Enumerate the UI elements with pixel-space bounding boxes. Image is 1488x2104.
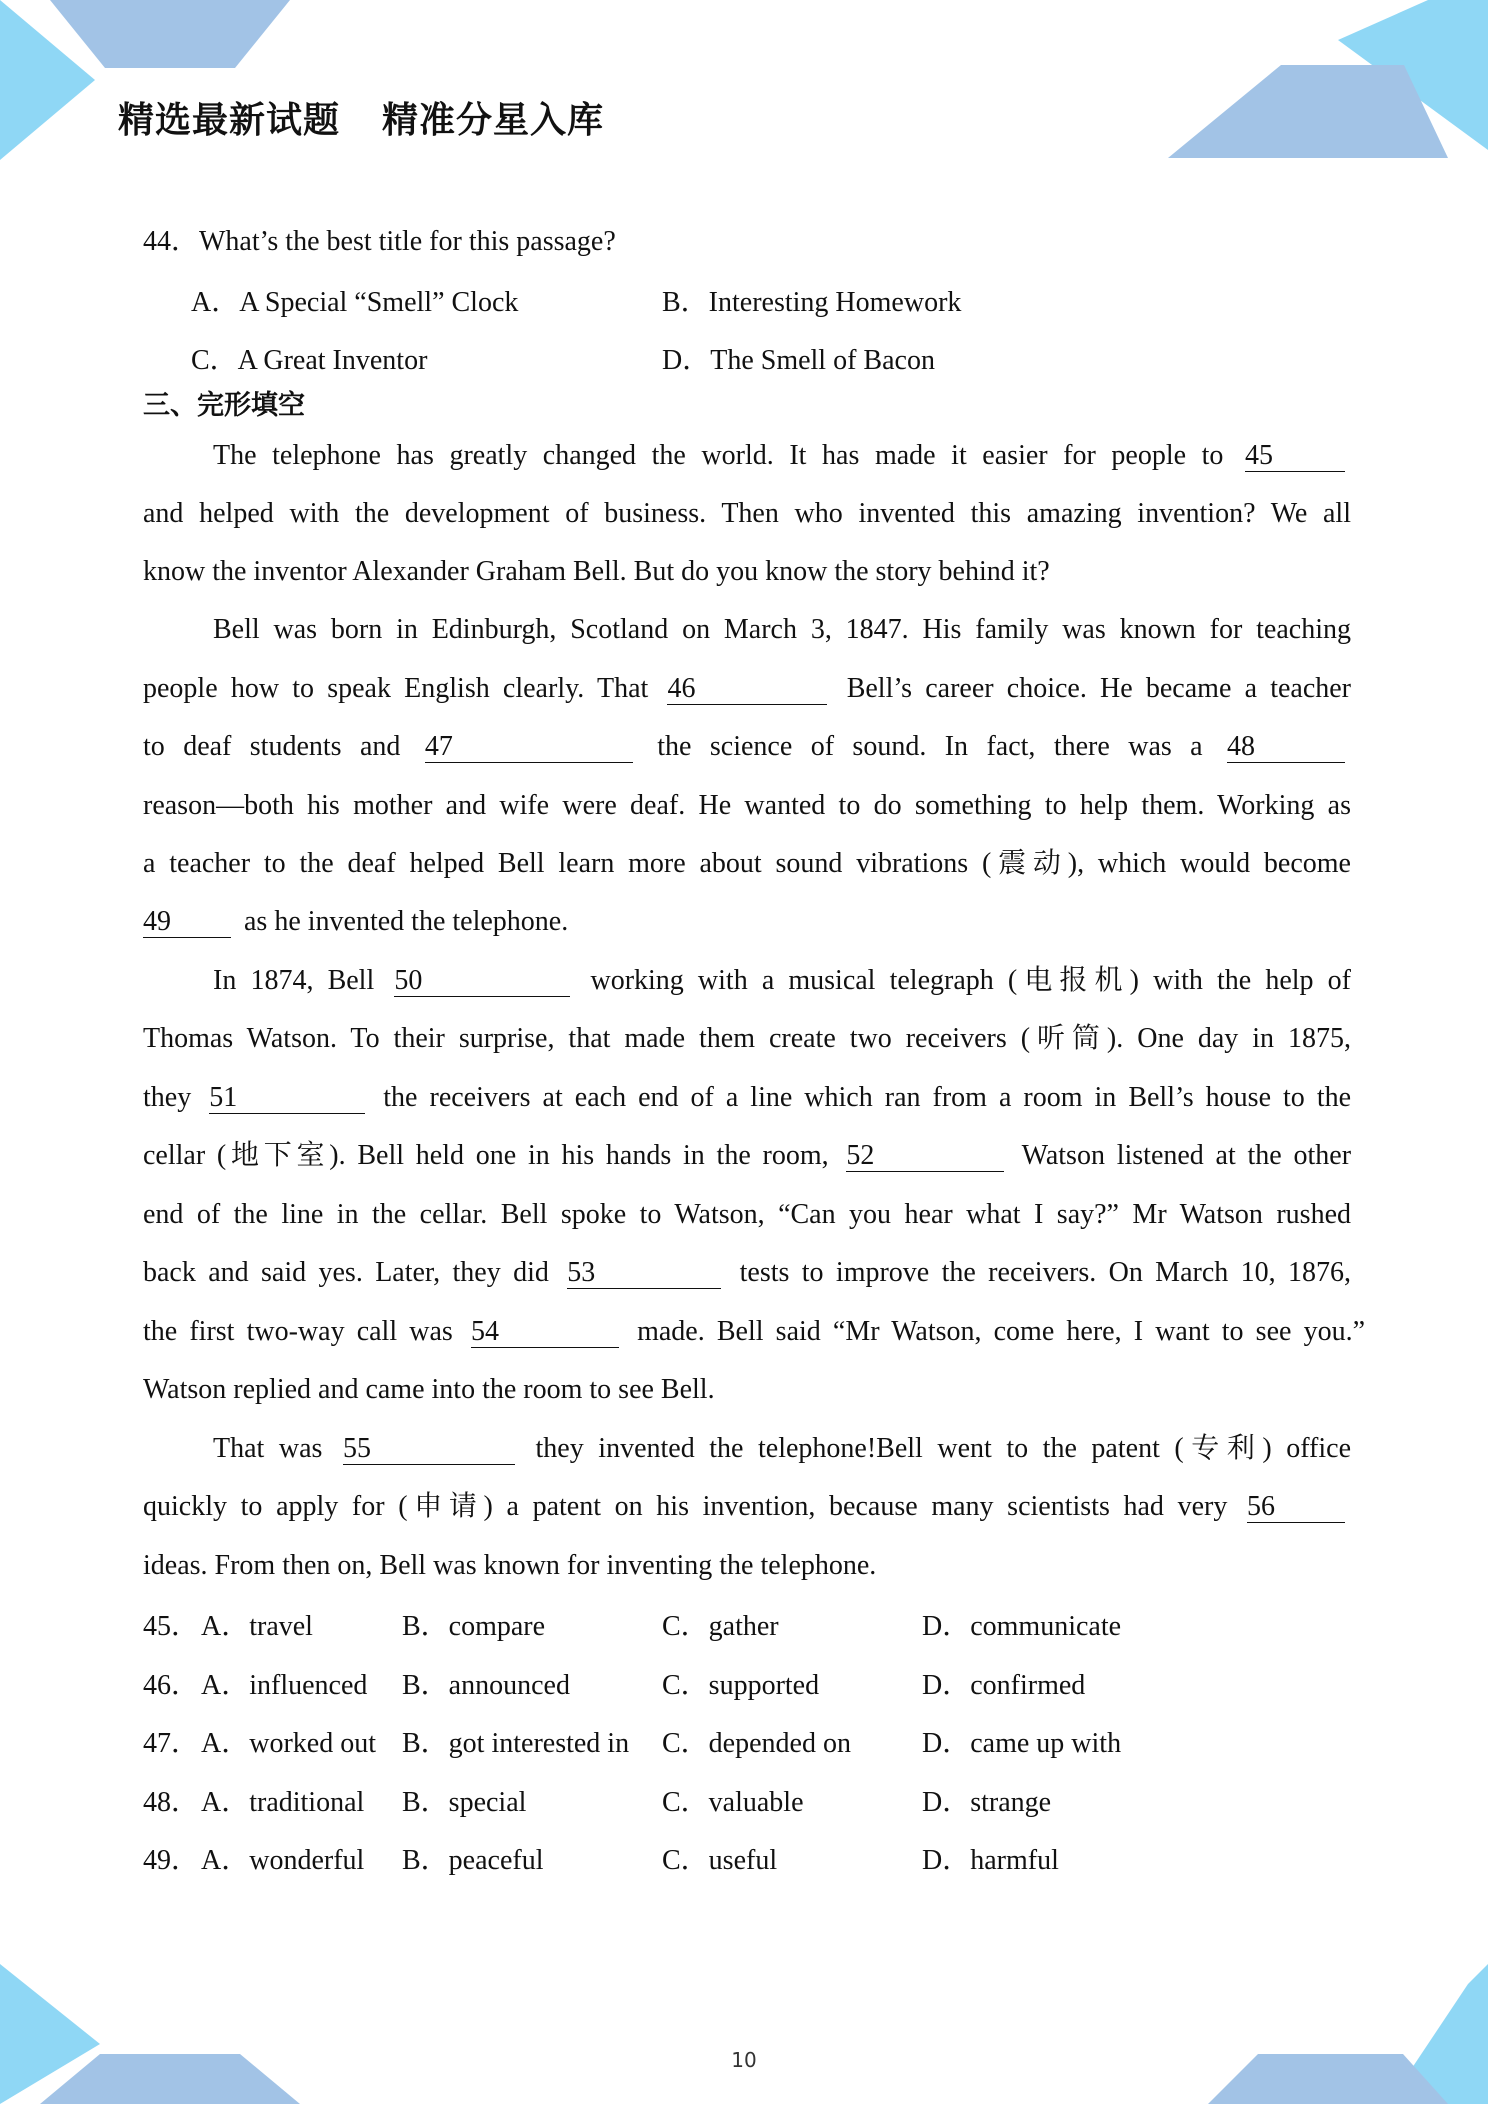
section-heading: 三、完形填空 [143,390,305,421]
passage-line [143,1078,1351,1118]
passage-text: That was [213,1433,323,1464]
blank-45: 45 [1245,441,1345,472]
choice-option-c: C．useful [662,1845,778,1876]
passage-text: Watson listened at the other [1021,1140,1352,1171]
passage-line [143,669,1351,709]
decor-bottom-left [0,1924,310,2104]
passage-text: made. Bell said “Mr Watson, come here, I want to see you.” [637,1316,1365,1347]
passage-line [213,436,1351,476]
q44-option-a: A．A Special “Smell” Clock [191,287,519,318]
passage-line: Watson replied and came into the room to see Bell. [143,1374,715,1405]
passage-line [143,1136,1351,1176]
choice-option-a: A．wonderful [201,1845,365,1876]
passage-text: the receivers at each end of a line which ran from a room in Bell’s house to the [383,1082,1352,1113]
passage-line: Thomas Watson. To their surprise, that made them create two receivers (听筒). One day in 1875, [143,1023,1351,1054]
passage-line: reason—both his mother and wife were deaf. He wanted to do something to help them. Working as [143,790,1351,821]
passage-line [143,1253,1351,1293]
passage-line [213,1429,1351,1469]
decor-bottom-right [1168,1924,1488,2104]
choice-number: 47． [143,1728,200,1759]
blank-48: 48 [1227,732,1345,763]
passage-line [143,727,1351,767]
passage-text: back and said yes. Later, they did [143,1257,549,1288]
choice-option-c: C．supported [662,1670,820,1701]
passage-text: In 1874, Bell [213,965,375,996]
passage-text: cellar (地下室). Bell held one in his hands in the room, [143,1140,829,1171]
choice-option-d: D．harmful [922,1845,1059,1876]
passage-text: tests to improve the receivers. On March 10, 1876, [739,1257,1352,1288]
blank-53: 53 [567,1258,721,1289]
q44-option-d: D．The Smell of Bacon [662,345,935,376]
choice-number: 49． [143,1845,200,1876]
choice-option-a: A．worked out [201,1728,376,1759]
decor-top-right [1168,0,1488,170]
choice-option-b: B．compare [402,1611,546,1642]
passage-line: a teacher to the deaf helped Bell learn more about sound vibrations (震动), which would become [143,848,1351,879]
choice-option-b: B．announced [402,1670,570,1701]
passage-line [143,902,568,942]
choice-option-c: C．gather [662,1611,779,1642]
choice-option-c: C．depended on [662,1728,851,1759]
choice-number: 48． [143,1787,200,1818]
blank-52: 52 [846,1141,1004,1172]
choice-option-b: B．got interested in [402,1728,630,1759]
choice-option-d: D．strange [922,1787,1052,1818]
blank-49: 49 [143,907,231,938]
passage-line: ideas. From then on, Bell was known for inventing the telephone. [143,1550,877,1581]
choice-option-b: B．peaceful [402,1845,544,1876]
passage-line [143,1312,1365,1352]
choice-option-b: B．special [402,1787,527,1818]
passage-text: people how to speak English clearly. That [143,673,649,704]
passage-text: The telephone has greatly changed the world. It has made it easier for people to [213,440,1224,471]
header-title [118,92,604,143]
question-44-stem: 44．What’s the best title for this passage? [143,226,616,257]
page-number: 10 [731,2048,757,2072]
passage-line: end of the line in the cellar. Bell spoke to Watson, “Can you hear what I say?” Mr Watson rushed [143,1199,1351,1230]
choice-number: 45． [143,1611,200,1642]
passage-line [143,1487,1351,1527]
passage-line: Bell was born in Edinburgh, Scotland on March 3, 1847. His family was known for teaching [213,614,1351,645]
blank-47: 47 [425,732,633,763]
passage-line [213,961,1351,1001]
choice-option-a: A．travel [201,1611,313,1642]
q44-option-b: B．Interesting Homework [662,287,962,318]
choice-option-c: C．valuable [662,1787,804,1818]
passage-text: to deaf students and [143,731,401,762]
header-title-part2: 精准分星入库 [382,100,605,141]
blank-55: 55 [343,1434,515,1465]
choice-number: 46． [143,1670,200,1701]
passage-text: Bell’s career choice. He became a teacher [846,673,1352,704]
passage-text: they invented the telephone!Bell went to the patent (专利) office [535,1433,1352,1464]
choice-option-d: D．communicate [922,1611,1122,1642]
passage-text: as he invented the telephone. [244,906,569,937]
header-title-part1: 精选最新试题 [118,100,341,141]
decor-top-left [0,0,300,170]
blank-56: 56 [1247,1492,1345,1523]
choice-option-a: A．traditional [201,1787,365,1818]
passage-text: the science of sound. In fact, there was a [657,731,1203,762]
blank-54: 54 [471,1317,619,1348]
passage-text: quickly to apply for (申请) a patent on his invention, because many scientists had very [143,1491,1228,1522]
choice-option-d: D．came up with [922,1728,1122,1759]
passage-line: know the inventor Alexander Graham Bell. But do you know the story behind it? [143,556,1050,587]
blank-50: 50 [394,966,570,997]
blank-46: 46 [667,674,827,705]
passage-text: working with a musical telegraph (电报机) with the help of [590,965,1351,996]
q44-option-c: C．A Great Inventor [191,345,428,376]
passage-text: they [143,1082,192,1113]
blank-51: 51 [209,1083,365,1114]
passage-text: the first two-way call was [143,1316,453,1347]
passage-line: and helped with the development of business. Then who invented this amazing invention? We all [143,498,1351,529]
choice-option-a: A．influenced [201,1670,368,1701]
choice-option-d: D．confirmed [922,1670,1086,1701]
